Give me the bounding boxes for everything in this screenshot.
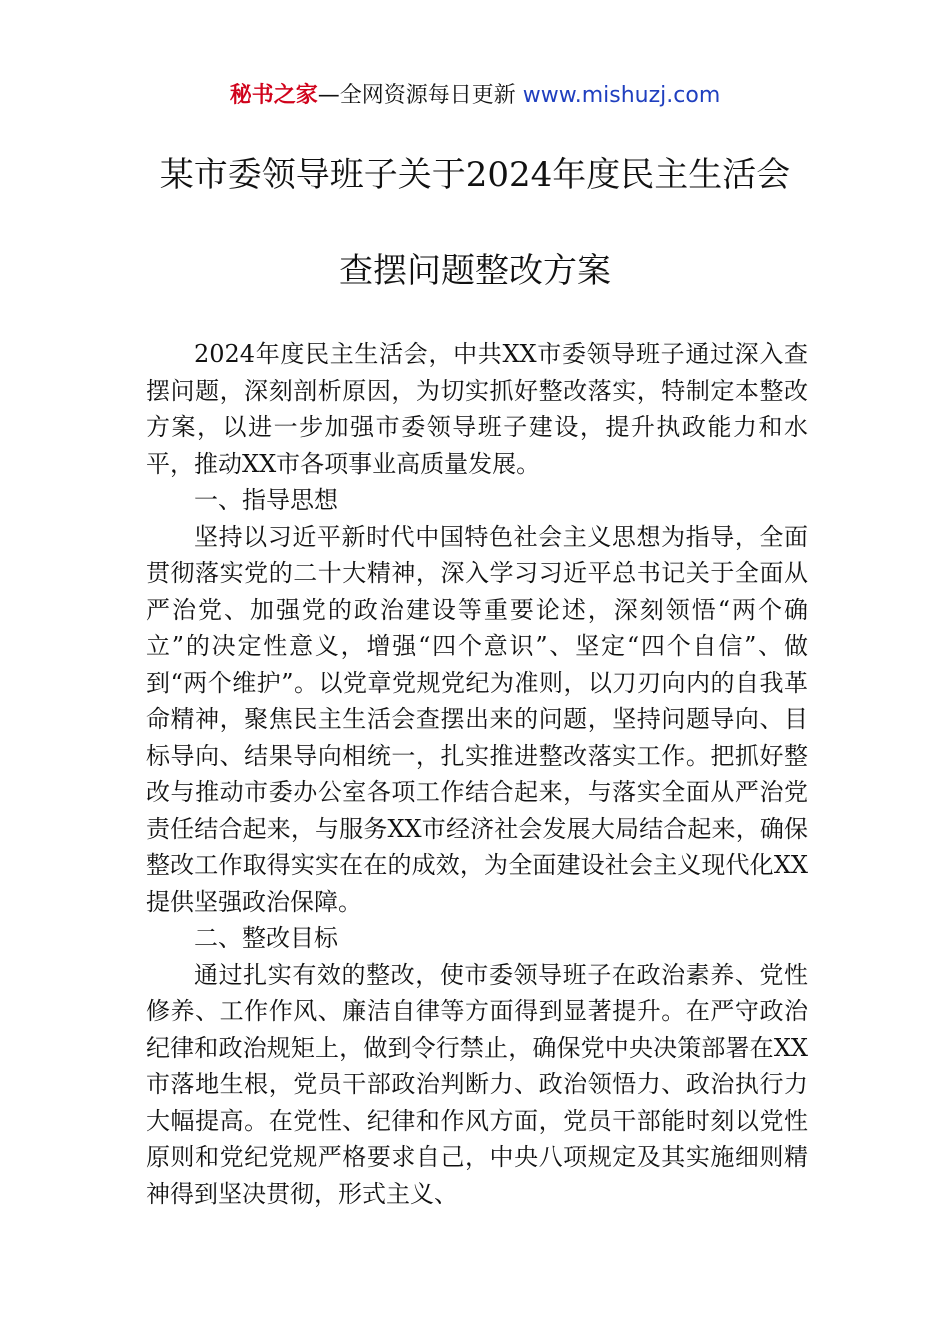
document-body bbox=[146, 336, 808, 1212]
site-url-link[interactable]: www.mishuzj.com bbox=[522, 83, 721, 108]
site-tagline: —全网资源每日更新 bbox=[317, 83, 523, 108]
site-header bbox=[0, 80, 950, 112]
section-heading-guiding-ideology: 一、指导思想 bbox=[194, 486, 338, 514]
document-title-line-1: 某市委领导班子关于2024年度民主生活会 bbox=[159, 155, 791, 195]
intro-paragraph: 2024年度民主生活会，中共XX市委领导班子通过深入查摆问题，深刻剖析原因，为切实抓好整改落实，特制定本整改方案，以进一步加强市委领导班子建设，提升执政能力和水平，推动XX市各项事业高质量发展。 bbox=[146, 340, 808, 478]
rectification-goals-paragraph: 通过扎实有效的整改，使市委领导班子在政治素养、党性修养、工作作风、廉洁自律等方面得到显著提升。在严守政治纪律和政治规矩上，做到令行禁止，确保党中央决策部署在XX市落地生根，党员干部政治判断力、政治领悟力、政治执行力大幅提高。在党性、纪律和作风方面，党员干部能时刻以党性原则和党纪党规严格要求自己，中央八项规定及其实施细则精神得到坚决贯彻，形式主义、 bbox=[146, 960, 808, 1208]
site-brand: 秘书之家 bbox=[229, 83, 318, 108]
guiding-ideology-paragraph: 坚持以习近平新时代中国特色社会主义思想为指导，全面贯彻落实党的二十大精神，深入学习习近平总书记关于全面从严治党、加强党的政治建设等重要论述，深刻领悟“两个确立”的决定性意义，增强“四个意识”、坚定“四个自信”、做到“两个维护”。以党章党规党纪为准则，以刀刃向内的自我革命精神，聚焦民主生活会查摆出来的问题，坚持问题导向、目标导向、结果导向相统一，扎实推进整改落实工作。把抓好整改与推动市委办公室各项工作结合起来，与落实全面从严治党责任结合起来，与服务XX市经济社会发展大局结合起来，确保整改工作取得实实在在的成效，为全面建设社会主义现代化XX提供坚强政治保障。 bbox=[146, 522, 808, 916]
document-title-line-2: 查摆问题整改方案 bbox=[339, 251, 611, 291]
section-heading-rectification-goals: 二、整改目标 bbox=[194, 924, 338, 952]
